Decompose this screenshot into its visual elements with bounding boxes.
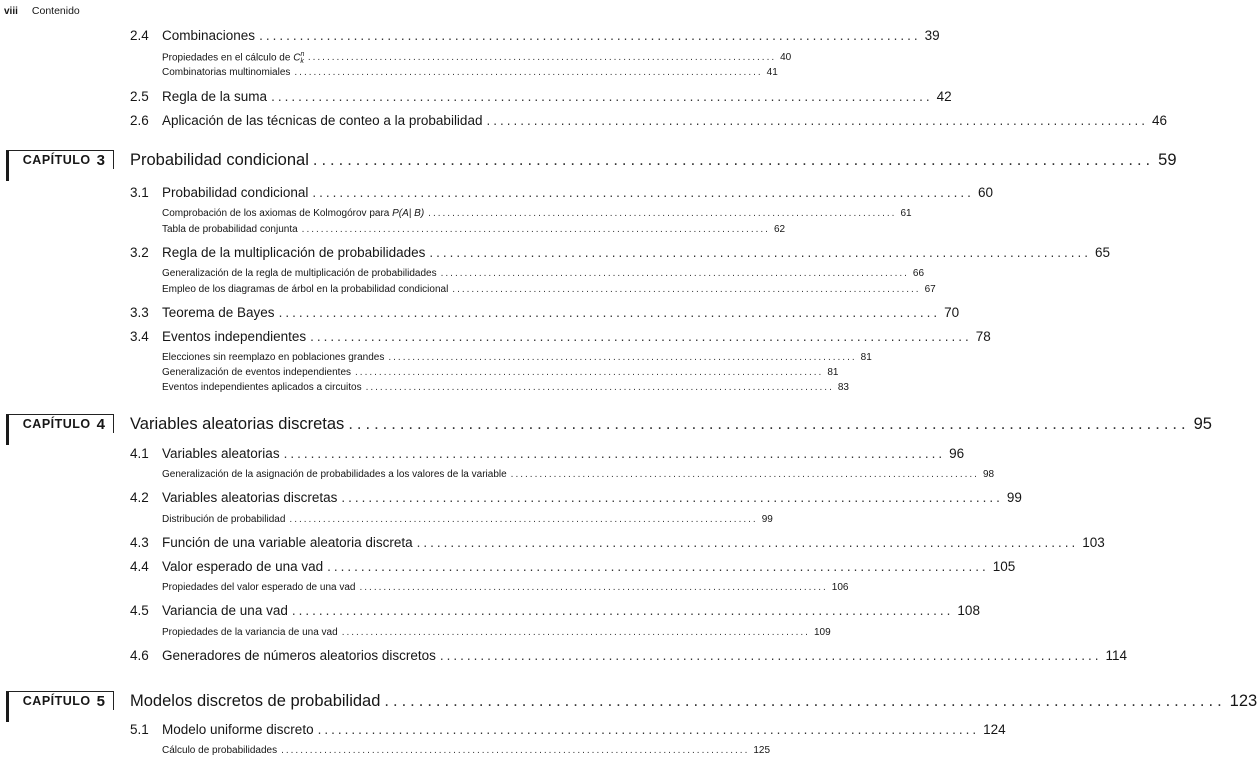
page-ref: 108 bbox=[957, 603, 980, 618]
subsection-title: Generalización de eventos independientes bbox=[162, 367, 352, 378]
chapter-number: 3 bbox=[96, 151, 105, 169]
chapter-label: CAPÍTULO bbox=[22, 417, 91, 431]
dot-leader: .................................................................................................. bbox=[294, 67, 763, 78]
math-symbol: C bbox=[293, 52, 301, 64]
toc-subsection[interactable] bbox=[162, 382, 849, 393]
toc-subsection[interactable] bbox=[162, 224, 786, 235]
chapter-title: Modelos discretos de probabilidad bbox=[130, 692, 381, 710]
page-ref: 124 bbox=[983, 722, 1006, 737]
dot-leader: .................................................................................................. bbox=[271, 89, 933, 104]
math-symbol: P(A| B) bbox=[392, 208, 425, 219]
toc-section-4-5[interactable] bbox=[130, 603, 980, 618]
toc-section-4-3[interactable] bbox=[130, 535, 1105, 550]
subsection-title: Empleo de los diagramas de árbol en la probabilidad condicional bbox=[162, 284, 449, 295]
toc-section-2-5[interactable] bbox=[130, 89, 952, 104]
toc-subsection[interactable] bbox=[162, 208, 912, 219]
toc-subsection[interactable] bbox=[162, 582, 849, 593]
dot-leader: .................................................................................................. bbox=[416, 535, 1079, 550]
page-ref: 95 bbox=[1193, 415, 1212, 433]
subsection-title: Generalización de la regla de multiplicación de probabilidades bbox=[162, 268, 437, 279]
page-ref: 59 bbox=[1158, 151, 1177, 169]
toc-chapter-3[interactable] bbox=[130, 151, 1177, 170]
dot-leader: .................................................................................................. bbox=[341, 490, 1003, 505]
dot-leader: .................................................................................................. bbox=[440, 268, 909, 279]
toc-subsection[interactable] bbox=[162, 367, 839, 378]
dot-leader: .................................................................................................. bbox=[359, 582, 828, 593]
toc-section-5-1[interactable] bbox=[130, 722, 1006, 737]
page-ref: 70 bbox=[944, 305, 960, 320]
dot-leader: .................................................................................................. bbox=[486, 113, 1149, 128]
section-title: Valor esperado de una vad bbox=[162, 559, 324, 574]
page-header bbox=[4, 3, 80, 19]
subsection-title: Comprobación de los axiomas de Kolmogórov para P(A| B) bbox=[162, 208, 425, 219]
toc-section-4-1[interactable] bbox=[130, 446, 965, 461]
running-title: Contenido bbox=[31, 5, 80, 17]
dot-leader: .................................................................................................. bbox=[388, 352, 857, 363]
toc-chapter-4[interactable] bbox=[130, 415, 1212, 434]
subsection-title: Elecciones sin reemplazo en poblaciones grandes bbox=[162, 352, 385, 363]
toc-chapter-5[interactable] bbox=[130, 692, 1257, 711]
section-title: Variables aleatorias discretas bbox=[162, 490, 338, 505]
subsection-title: Propiedades del valor esperado de una vad bbox=[162, 582, 356, 593]
page-ref: 39 bbox=[924, 28, 940, 43]
section-title: Teorema de Bayes bbox=[162, 305, 275, 320]
subsection-title: Eventos independientes aplicados a circuitos bbox=[162, 382, 362, 393]
page-ref: 96 bbox=[949, 446, 965, 461]
page-ref: 83 bbox=[837, 382, 849, 393]
toc-subsection[interactable] bbox=[162, 51, 792, 66]
dot-leader: .................................................................................................. bbox=[348, 415, 1190, 433]
dot-leader: .................................................................................................. bbox=[259, 28, 921, 43]
section-title: Variables aleatorias bbox=[162, 446, 280, 461]
dot-leader: .................................................................................................. bbox=[278, 305, 941, 320]
page-ref: 106 bbox=[831, 582, 849, 593]
chapter-badge-bar bbox=[6, 692, 9, 722]
toc-section-4-2[interactable] bbox=[130, 490, 1022, 505]
subsection-title: Propiedades de la variancia de una vad bbox=[162, 627, 338, 638]
dot-leader: .................................................................................................. bbox=[365, 382, 834, 393]
section-number: 2.5 bbox=[130, 89, 149, 104]
section-number: 3.4 bbox=[130, 329, 149, 344]
section-number: 3.3 bbox=[130, 305, 149, 320]
toc-section-4-6[interactable] bbox=[130, 648, 1128, 663]
toc-section-3-4[interactable] bbox=[130, 329, 991, 344]
dot-leader: .................................................................................................. bbox=[291, 603, 954, 618]
toc-section-3-1[interactable] bbox=[130, 185, 993, 200]
subsection-title: Distribución de probabilidad bbox=[162, 514, 286, 525]
toc-subsection[interactable] bbox=[162, 67, 778, 78]
toc-section-4-4[interactable] bbox=[130, 559, 1016, 574]
page-ref: 40 bbox=[780, 52, 792, 64]
page-ref: 81 bbox=[860, 352, 872, 363]
dot-leader: .................................................................................................. bbox=[283, 446, 946, 461]
page-ref: 62 bbox=[773, 224, 786, 235]
chapter-title: Variables aleatorias discretas bbox=[130, 415, 345, 433]
page-ref: 99 bbox=[761, 514, 773, 525]
toc-subsection[interactable] bbox=[162, 514, 773, 525]
chapter-label: CAPÍTULO bbox=[22, 153, 91, 167]
toc-subsection[interactable] bbox=[162, 284, 936, 295]
section-title: Función de una variable aleatoria discreta bbox=[162, 535, 413, 550]
page-ref: 123 bbox=[1229, 692, 1257, 710]
page-ref: 98 bbox=[982, 469, 995, 480]
dot-leader: .................................................................................................. bbox=[317, 722, 980, 737]
section-title: Variancia de una vad bbox=[162, 603, 288, 618]
page-ref: 60 bbox=[977, 185, 993, 200]
chapter-badge-5 bbox=[6, 691, 114, 710]
toc-subsection[interactable] bbox=[162, 469, 995, 480]
chapter-title: Probabilidad condicional bbox=[130, 151, 309, 169]
section-number: 4.5 bbox=[130, 603, 149, 618]
chapter-label: CAPÍTULO bbox=[22, 694, 91, 708]
dot-leader: .................................................................................................. bbox=[428, 208, 897, 219]
page-ref: 46 bbox=[1152, 113, 1168, 128]
dot-leader: .................................................................................................. bbox=[327, 559, 989, 574]
toc-section-3-3[interactable] bbox=[130, 305, 960, 320]
section-number: 4.1 bbox=[130, 446, 149, 461]
toc-subsection[interactable] bbox=[162, 745, 771, 756]
chapter-number: 5 bbox=[96, 692, 105, 710]
section-number: 4.3 bbox=[130, 535, 149, 550]
page-number: viii bbox=[4, 5, 18, 17]
page-ref: 66 bbox=[912, 268, 925, 279]
dot-leader: .................................................................................................. bbox=[281, 745, 750, 756]
chapter-badge-4 bbox=[6, 414, 114, 433]
section-title: Probabilidad condicional bbox=[162, 185, 309, 200]
subsection-title: Propiedades en el cálculo de $C^n_k$ bbox=[162, 51, 305, 66]
dot-leader: .................................................................................................. bbox=[355, 367, 824, 378]
page-ref: 109 bbox=[813, 627, 831, 638]
section-title: Combinaciones bbox=[162, 28, 256, 43]
toc-subsection[interactable] bbox=[162, 268, 925, 279]
dot-leader: .................................................................................................. bbox=[307, 52, 777, 64]
page-ref: 105 bbox=[992, 559, 1016, 574]
chapter-number: 4 bbox=[96, 415, 105, 433]
toc-subsection[interactable] bbox=[162, 352, 872, 363]
dot-leader: .................................................................................................. bbox=[312, 185, 974, 200]
page-ref: 61 bbox=[900, 208, 912, 219]
section-title: Regla de la suma bbox=[162, 89, 268, 104]
dot-leader: .................................................................................................. bbox=[452, 284, 921, 295]
subsection-title: Generalización de la asignación de probabilidades a los valores de la variable bbox=[162, 469, 507, 480]
page-ref: 103 bbox=[1082, 535, 1105, 550]
page-ref: 67 bbox=[924, 284, 936, 295]
section-title: Regla de la multiplicación de probabilidades bbox=[162, 245, 426, 260]
chapter-badge-bar bbox=[6, 415, 9, 445]
page-ref: 114 bbox=[1105, 648, 1128, 663]
dot-leader: .................................................................................................. bbox=[312, 151, 1155, 169]
section-number: 2.6 bbox=[130, 113, 149, 128]
dot-leader: .................................................................................................. bbox=[341, 627, 810, 638]
page-ref: 42 bbox=[936, 89, 952, 104]
page-ref: 125 bbox=[753, 745, 771, 756]
page-ref: 41 bbox=[766, 67, 778, 78]
page-ref: 65 bbox=[1095, 245, 1111, 260]
dot-leader: .................................................................................................. bbox=[301, 224, 770, 235]
section-number: 5.1 bbox=[130, 722, 149, 737]
toc-subsection[interactable] bbox=[162, 627, 831, 638]
page-ref: 78 bbox=[975, 329, 991, 344]
section-number: 3.2 bbox=[130, 245, 149, 260]
section-title: Eventos independientes bbox=[162, 329, 307, 344]
section-number: 4.6 bbox=[130, 648, 149, 663]
dot-leader: .................................................................................................. bbox=[429, 245, 1091, 260]
subsection-title: Tabla de probabilidad conjunta bbox=[162, 224, 298, 235]
dot-leader: .................................................................................................. bbox=[289, 514, 758, 525]
section-title: Aplicación de las técnicas de conteo a la probabilidad bbox=[162, 113, 483, 128]
section-number: 4.4 bbox=[130, 559, 149, 574]
section-title: Modelo uniforme discreto bbox=[162, 722, 314, 737]
chapter-badge-bar bbox=[6, 151, 9, 181]
chapter-badge-3 bbox=[6, 150, 114, 169]
subsection-title: Cálculo de probabilidades bbox=[162, 745, 278, 756]
dot-leader: .................................................................................................. bbox=[310, 329, 972, 344]
toc-section-2-4[interactable] bbox=[130, 28, 940, 43]
dot-leader: .................................................................................................. bbox=[384, 692, 1226, 710]
toc-section-2-6[interactable] bbox=[130, 113, 1168, 128]
section-number: 3.1 bbox=[130, 185, 149, 200]
page-ref: 99 bbox=[1006, 490, 1022, 505]
toc-section-3-2[interactable] bbox=[130, 245, 1111, 260]
dot-leader: .................................................................................................. bbox=[439, 648, 1102, 663]
section-number: 2.4 bbox=[130, 28, 149, 43]
subsection-title: Combinatorias multinomiales bbox=[162, 67, 291, 78]
section-title: Generadores de números aleatorios discretos bbox=[162, 648, 436, 663]
section-number: 4.2 bbox=[130, 490, 149, 505]
page-ref: 81 bbox=[827, 367, 839, 378]
dot-leader: .................................................................................................. bbox=[510, 469, 979, 480]
